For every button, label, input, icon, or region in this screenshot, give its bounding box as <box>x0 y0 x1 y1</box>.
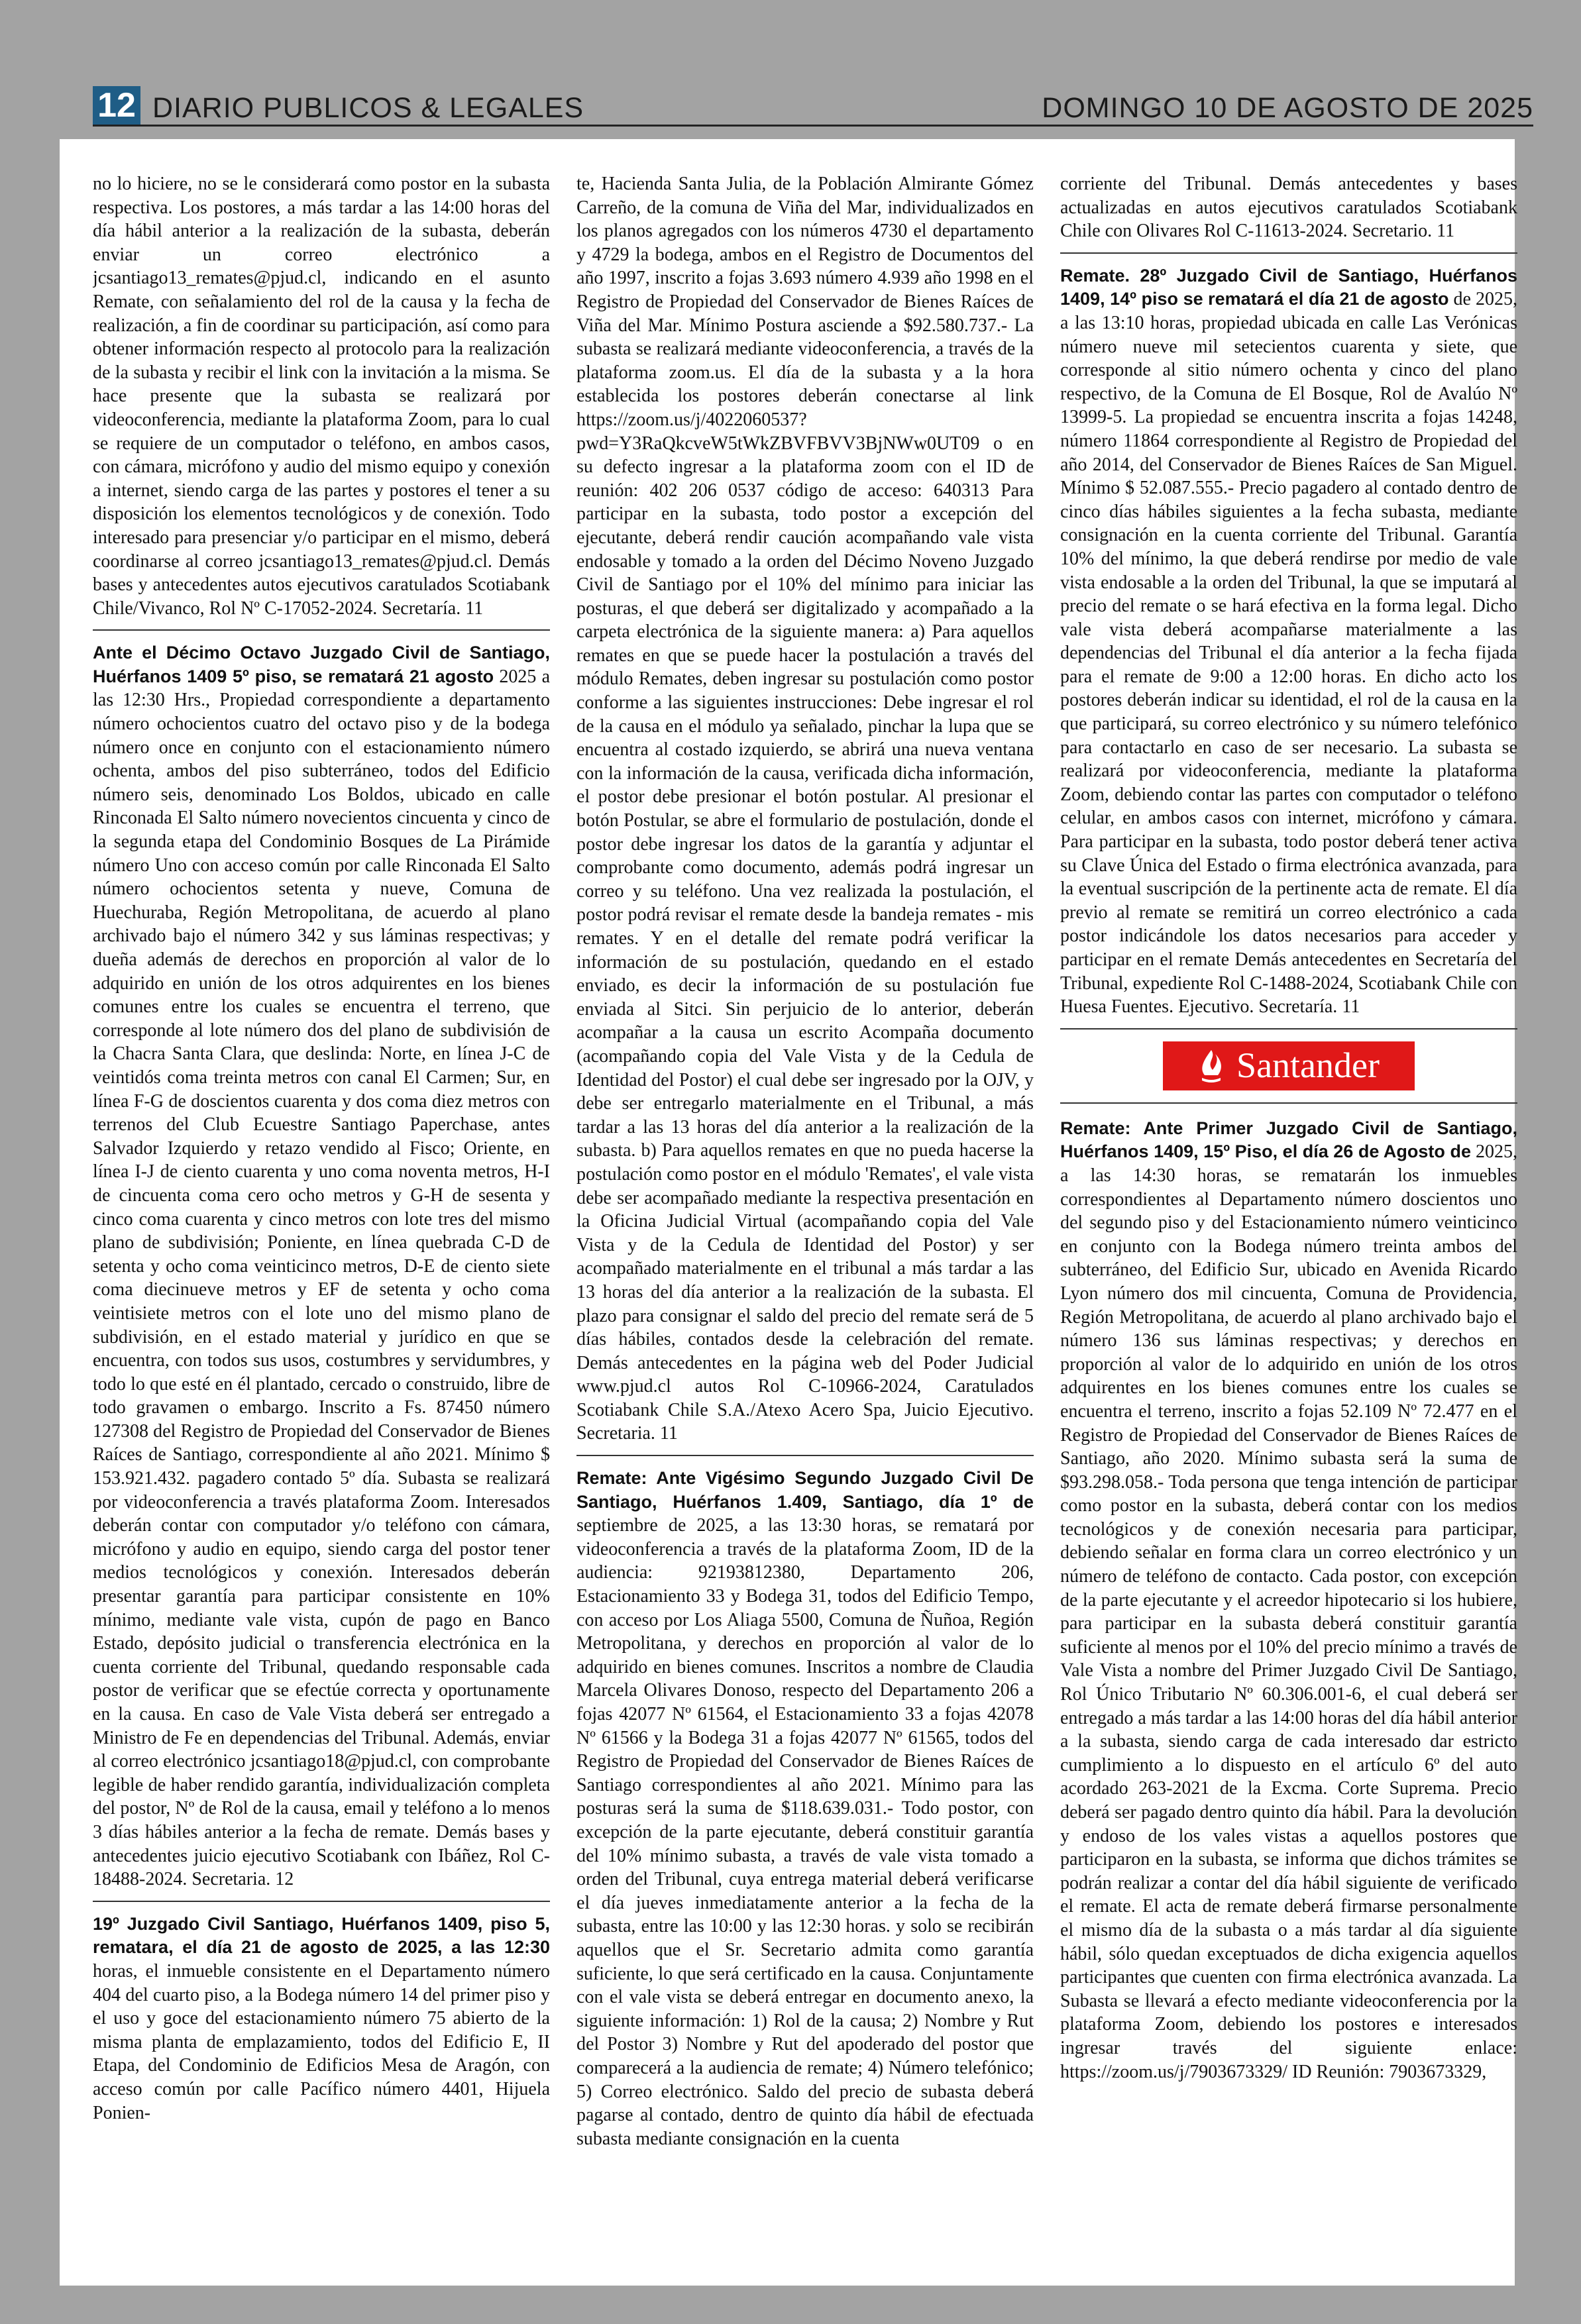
notice-text: te, Hacienda Santa Julia, de la Población Almirante Gómez Carreño, de la comuna de Viña del Mar, individualizados en los planos agregados con los números 4730 el departamento y 4729 la bodega, ambos en el Registro de Documentos del año 1997, inscrito a fojas 3.693 número 4.939 año 1998 en el Registro de Propiedad del Conservador de Bienes Raíces de Viña del Mar. Mínimo Postura asciende a $92.580.737.- La subasta se realizará mediante videoconferencia, a través de la plataforma zoom.us. El día de la subasta y a la hora establecida los postores deberán conectarse al link https://zoom.us/j/4022060537?pwd=Y3RaQkcveW5tWkZBVFBVV3BjNWw0UT09 o en su defecto ingresar a la plataforma zoom con el ID de reunión: 402 206 0537 código de acceso: 640313 Para participar en la subasta, todo postor a excepción del ejecutante, deberá rendir caución acompañando vale vista endosable y tomado a la orden del Décimo Noveno Juzgado Civil de Santiago por el 10% del mínimo para iniciar las posturas, el que deberá ser digitalizado y acompañado a la carpeta electrónica de la siguiente manera: a) Para aquellos remates en que se puede hacer la postulación a través del módulo Remates, deben ingresar su postulación como postor conforme a las siguientes instrucciones: Debe ingresar el rol de la causa en el módulo ya señalado, pinchar la lupa que se encuentra al costado izquierdo, se abrirá una nueva ventana con la información de la causa, verificada dicha información, el postor debe presionar el botón postular. Al presionar el botón Postular, se abre el formulario de postulación, donde el postor debe ingresar los datos de la garantía y adjuntar el comprobante como documento, además podrá ingresar un correo y su teléfono. Una vez realizada la postulación, el postor podrá revisar el remate desde la bandeja remates - mis remates. Y en el detalle del remate podrá verificar la información de su postulación, quedando en el estado enviado, es decir la información de su postulación fue enviada al Sitci. Sin perjuicio de lo anterior, deberán acompañar a la causa un escrito Acompaña documento (acompañando copia del Vale Vista y de la Cedula de Identidad del Postor) el cual debe ser ingresado por la OJV, y debe ser entregarlo materialmente en el Tribunal, a más tardar a las 13 horas del día anterior a la realización de la subasta. b) Para aquellos remates en que no pueda hacerse la postulación como postor en el módulo 'Remates', el vale vista debe ser acompañado mediante la respectiva presentación en la Oficina Judicial Virtual (acompañando copia del Vale Vista y de la Cedula de Identidad del Postor) y ser acompañado materialmente en el tribunal a más tardar a las 13 horas del día anterior a la realización de la subasta. El plazo para consignar el saldo del precio del remate será de 5 días hábiles, contados desde la celebración del remate. Demás antecedentes en la página web del Poder Judicial www.pjud.cl autos Rol C-10966-2024, Caratulados Scotiabank Chile S.A./Atexo Acero Spa, Juicio Ejecutivo. Secretaria. 11 <box>576 174 1034 1444</box>
notice-text: corriente del Tribunal. Demás antecedentes y bases actualizadas en autos ejecutivos caratulados Scotiabank Chile con Olivares Rol C-11613-2024. Secretario. 11 <box>1060 174 1517 242</box>
santander-logo <box>1163 1041 1415 1090</box>
notice <box>576 1467 1034 2150</box>
notice <box>93 1913 550 2125</box>
publication-date: DOMINGO 10 DE AGOSTO DE 2025 <box>1042 92 1533 124</box>
divider <box>576 1455 1034 1456</box>
notice-heading: Remate: Ante Primer Juzgado Civil de Santiago, Huérfanos 1409, 15º Piso, el día 26 de Agosto de <box>1060 1118 1517 1162</box>
notice-body: 2025, a las 14:30 horas, se rematarán los inmuebles correspondientes al Departamento número doscientos uno del segundo piso y del Estacionamiento número veinticinco en conjunto con la Bodega número treinta ambos del subterráneo, del Edificio Sur, ubicado en Avenida Ricardo Lyon número dos mil cincuenta, Comuna de Providencia, Región Metropolitana, de acuerdo al plano archivado bajo el número 136 sus láminas respectivas; y derechos en proporción al valor de lo adquirido en unión de los otros adquirentes en los bienes comunes entre los cuales se encuentra el terreno, inscrito a fojas 52.109 Nº 72.477 en el Registro de Propiedad del Conservador de Bienes Raíces de Santiago, año 2020. Mínimo subasta será la suma de $93.298.058.- Toda persona que tenga intención de participar como postor en la subasta, deberá contar con los medios tecnológicos y de conexión necesaria para participar, debiendo señalar en forma clara un correo electrónico y un número de teléfono de contacto. Cada postor, con excepción de la parte ejecutante y el acreedor hipotecario si los hubiere, para participar en la subasta deberá constituir garantía suficiente al menos por el 10% del precio mínimo a través de Vale Vista a nombre del Primer Juzgado Civil De Santiago, Rol Único Tributario Nº 60.306.001-6, el cual deberá ser entregado a más tardar a las 14:00 horas del día hábil anterior a la subasta, siendo carga de cada interesado dar estricto cumplimiento a lo dispuesto en el artículo 6º del auto acordado 263-2021 de la Excma. Corte Suprema. Precio deberá ser pagado dentro quinto día hábil. Para la devolución y endoso de los vales vistas a aquellos postores que participaron en la subasta, se informa que dichos trámites se podrán realizar a contar del día hábil siguiente de verificado el remate. El acta de remate deberá firmarse personalmente el mismo día de la subasta o a más tardar al día siguiente hábil, sólo quedan exceptuados de dicha exigencia aquellos participantes que cuenten con firma electrónica avanzada. La Subasta se llevará a efecto mediante videoconferencia por la plataforma Zoom, debiendo los postores e interesados ingresar través del siguiente enlace: https://zoom.us/j/7903673329/ ID Reunión: 7903673329, <box>1060 1141 1517 2082</box>
notice-heading: Remate. 28º Juzgado Civil de Santiago, Huérfanos 1409, 14º piso se rematará el día 21 de agosto <box>1060 265 1517 309</box>
notice-body: 2025 a las 12:30 Hrs., Propiedad correspondiente a departamento número ochocientos cuatro del octavo piso y de la bodega número once en conjunto con el estacionamiento número ochenta, ambos del piso subterráneo, todos del Edificio número seis, denominado Los Boldos, ubicado en calle Rinconada El Salto número novecientos cincuenta y cinco de la segunda etapa del Condominio Bosques de La Pirámide número Uno con acceso común por calle Rinconada El Salto número ochocientos setenta y nueve, Comuna de Huechuraba, Región Metropolitana, de acuerdo al plano archivado bajo el número 342 y sus láminas respectivas; y dueña además de derechos en proporción al valor de lo adquirido en unión de los otros adquirentes en los bienes comunes entre los cuales se encuentra el terreno, que corresponde al lote número dos del plano de subdivisión de la Chacra Santa Clara, que deslinda: Norte, en línea J-C de veintidós coma treinta metros con canal El Carmen; Sur, en línea F-G de doscientos cuarenta y dos coma diez metros con terrenos del Club Ecuestre Santiago Paperchase, antes Salvador Izquierdo y retazo vendido al Fisco; Oriente, en línea I-J de ciento cuarenta y uno coma noventa metros, H-I de cincuenta coma cero ocho metros y G-H de sesenta y cinco coma cuarenta y cinco metros con lote tres del mismo plano de subdivisión; Poniente, en línea quebrada C-D de setenta y ocho coma veinticinco metros, D-E de ciento siete coma diecinueve metros y EF de setenta y ocho coma veintisiete metros con el lote uno del mismo plano de subdivisión, en el estado material y jurídico en que se encuentra, con todos sus usos, costumbres y servidumbres, y todo lo que esté en él plantado, cercado o construido, libre de todo gravamen o embargo. Inscrito a Fs. 87450 número 127308 del Registro de Propiedad del Conservador de Bienes Raíces de Santiago, correspondiente al año 2021. Mínimo $ 153.921.432. pagadero contado 5º día. Subasta se realizará por videoconferencia a través plataforma Zoom. Interesados deberán contar con computador y/o teléfono con cámara, micrófono y audio en equipo, siendo carga del postor tener medios tecnológicos y conexión. Interesados deberán presentar garantía para participar consistente en 10% mínimo, mediante vale vista, cupón de pago en Banco Estado, depósito judicial o transferencia electrónica en la cuenta corriente del Tribunal, quedando responsable cada postor de verificar que se efectúe correcta y oportunamente en la causa. En caso de Vale Vista deberá ser entregado a Ministro de Fe en dependencias del Tribunal. Además, enviar al correo electrónico jcsantiago18@pjud.cl, con comprobante legible de haber rendido garantía, individualización completa del postor, Nº de Rol de la causa, email y teléfono a lo menos 3 días hábiles anterior a la fecha de remate. Demás bases y antecedentes juicio ejecutivo Scotiabank con Ibáñez, Rol C-18488-2024. Secretaria. 12 <box>93 666 550 1890</box>
page-number: 12 <box>93 86 140 125</box>
newspaper-page <box>60 139 1515 2286</box>
flame-icon <box>1198 1049 1225 1083</box>
notice-body: de 2025, a las 13:10 horas, propiedad ubicada en calle Las Verónicas número nueve mil setecientos cuarenta y siete, que corresponde al sitio número ochenta y cinco del plano respectivo, de la Comuna de El Bosque, Rol de Avalúo Nº 13999-5. La propiedad se encuentra inscrita a fojas 14248, número 11864 correspondiente al Registro de Propiedad del año 2014, del Conservador de Bienes Raíces de San Miguel. Mínimo $ 52.087.555.- Precio pagadero al contado dentro de cinco días hábiles siguientes a la fecha subasta, mediante consignación en la cuenta corriente del Tribunal. Garantía 10% del mínimo, la que deberá rendirse por medio de vale vista endosable a la orden del Tribunal, la que se imputará al precio del remate o se hará efectiva en la forma legal. Dicho vale vista deberá acompañarse materialmente a las dependencias del Tribunal el día anterior a la fecha fijada para el remate de 9:00 a 12:00 horas. En dicho acto los postores deberán indicar su identidad, el rol de la causa en la que participará, su correo electrónico y su número telefónico para contactarlo en caso de ser necesario. La subasta se realizará por videoconferencia, mediante la plataforma Zoom, debiendo contar las partes con computador o teléfono celular, en ambos casos con internet, micrófono y cámara. Para participar en la subasta, todo postor deberá tener activa su Clave Única del Estado o firma electrónica avanzada, para la eventual suscripción de la pertinente acta de remate. El día previo al remate se remitirá un correo electrónico a cada postor indicándole los datos necesarios para acceder y participar en el remate Demás antecedentes en Secretaría del Tribunal, expediente Rol C-1488-2024, Scotiabank Chile con Huesa Fuentes. Ejecutivo. Secretaría. 11 <box>1060 289 1517 1018</box>
publication-name: DIARIO PUBLICOS & LEGALES <box>152 92 584 124</box>
notice-body: septiembre de 2025, a las 13:30 horas, se rematará por videoconferencia a través de la plataforma Zoom, ID de la audiencia: 92193812380, Departamento 206, Estacionamiento 33 y Bodega 31, todos del Edificio Tempo, con acceso por Los Aliaga 5500, Comuna de Ñuñoa, Región Metropolitana, y derechos en proporción al valor de lo adquirido en bienes comunes. Inscritos a nombre de Claudia Marcela Olivares Donoso, respecto del Departamento 206 a fojas 42077 Nº 61564, el Estacionamiento 33 a fojas 42078 Nº 61566 y la Bodega 31 a fojas 42077 Nº 61565, todos del Registro de Propiedad del Conservador de Bienes Raíces de Santiago correspondientes al año 2021. Mínimo para las posturas será la suma de $118.639.031.- Todo postor, con excepción de la parte ejecutante, deberá constituir garantía del 10% mínimo subasta, a través de vale vista tomado a orden del Tribunal, cuya entrega material deberá verificarse el día jueves inmediatamente anterior a la fecha de la subasta, entre las 10:00 y las 12:30 horas. y solo se recibirán aquellos que el Sr. Secretario admita como garantía suficiente, lo que será certificado en la causa. Conjuntamente con el vale vista se deberá entregar en documento anexo, la siguiente información: 1) Rol de la causa; 2) Nombre y Rut del Postor 3) Nombre y Rut del apoderado del postor que comparecerá a la audiencia de remate; 4) Número telefónico; 5) Correo electrónico. Saldo del precio de subasta deberá pagarse al contado, dentro de quinto día hábil de efectuada subasta mediante consignación en la cuenta <box>576 1515 1034 2149</box>
column-1 <box>93 172 550 2279</box>
divider <box>93 629 550 631</box>
notice-text: no lo hiciere, no se le considerará como postor en la subasta respectiva. Los postores, a más tardar a las 14:00 horas del día hábil anterior a la realización de la subasta, deberán enviar un correo electrónico a jcsantiago13_remates@pjud.cl, indicando en el asunto Remate, con señalamiento del rol de la causa y la fecha de realización, a fin de coordinar su participación, así como para obtener información respecto al protocolo para la realización de la subasta y recibir el link con la invitación a la misma. Se hace presente que la subasta se realizará por videoconferencia, mediante la plataforma Zoom, para lo cual se requiere de un computador o teléfono, en ambos casos, con cámara, micrófono y audio del mismo equipo y conexión a internet, siendo carga de las partes y postores el tener a su disposición los elementos tecnológicos y de conexión. Todo interesado para presenciar y/o participar en el mismo, deberá coordinarse al correo jcsantiago13_remates@pjud.cl. Demás bases y antecedentes autos ejecutivos caratulados Scotiabank Chile/Vivanco, Rol Nº C-17052-2024. Secretaría. 11 <box>93 174 550 619</box>
column-2 <box>576 172 1034 2279</box>
notice <box>1060 1117 1517 2084</box>
column-3 <box>1060 172 1517 2279</box>
notice-heading: 19º Juzgado Civil Santiago, Huérfanos 1409, piso 5, rematara, el día 21 de agosto de 2025, a las 12:30 <box>93 1913 550 1958</box>
notice-heading: Ante el Décimo Octavo Juzgado Civil de Santiago, Huérfanos 1409 5º piso, se rematará 21 agosto <box>93 643 550 686</box>
sponsor-logo-area <box>1060 1028 1517 1104</box>
notice-body: horas, el inmueble consistente en el Departamento número 404 del cuarto piso, a la Bodega número 14 del primer piso y el uso y goce del estacionamiento número 75 abierto de la misma planta de emplazamiento, todos del Edificio E, II Etapa, del Condominio de Edificios Mesa de Aragón, con acceso común por calle Pacífico número 4401, Hijuela Ponien- <box>93 1960 550 2123</box>
notice <box>93 641 550 1891</box>
divider <box>1060 252 1517 254</box>
divider <box>93 1901 550 1902</box>
notice <box>1060 264 1517 1019</box>
page-header <box>93 83 1533 127</box>
santander-logo-text: Santander <box>1236 1045 1380 1085</box>
notice-heading: Remate: Ante Vigésimo Segundo Juzgado Civil De Santiago, Huérfanos 1.409, Santiago, día 1º de <box>576 1468 1034 1512</box>
